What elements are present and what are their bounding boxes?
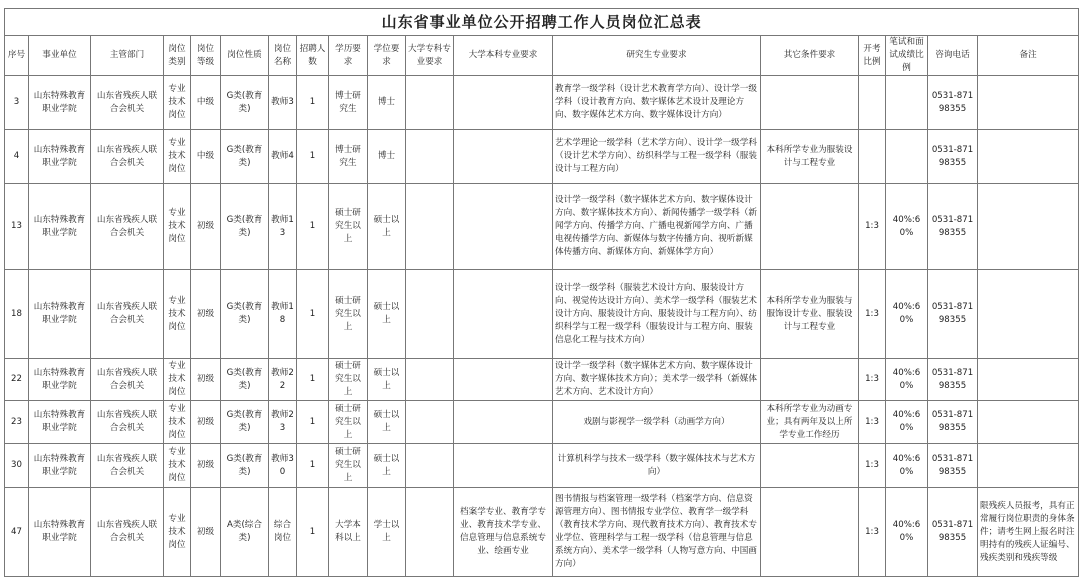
cell-degree: 博士	[368, 130, 406, 184]
column-header-unit: 事业单位	[29, 36, 91, 76]
table-row	[5, 184, 1079, 270]
cell-college	[406, 76, 454, 130]
cell-level: 初级	[191, 270, 221, 359]
cell-edu: 博士研究生	[329, 76, 368, 130]
cell-other	[761, 184, 859, 270]
cell-id: 47	[5, 488, 29, 577]
cell-id: 4	[5, 130, 29, 184]
cell-name: 教师23	[269, 401, 297, 444]
cell-note	[978, 130, 1079, 184]
cell-score: 40%:60%	[886, 359, 928, 401]
cell-id: 23	[5, 401, 29, 444]
cell-other	[761, 488, 859, 577]
cell-count: 1	[297, 444, 329, 488]
cell-grad: 计算机科学与技术一级学科（数字媒体技术与艺术方向）	[553, 444, 761, 488]
cell-edu: 硕士研究生以上	[329, 359, 368, 401]
cell-bachelor: 档案学专业、教育学专业、教育技术学专业、信息管理与信息系统专业、绘画专业	[454, 488, 553, 577]
cell-unit: 山东特殊教育职业学院	[29, 359, 91, 401]
cell-id: 18	[5, 270, 29, 359]
cell-ratio	[859, 130, 886, 184]
cell-unit: 山东特殊教育职业学院	[29, 76, 91, 130]
cell-phone: 0531-87198355	[928, 76, 978, 130]
cell-college	[406, 401, 454, 444]
cell-grad: 教育学一级学科（设计艺术教育学方向）、设计学一级学科（设计教育方向、数字媒体艺术设计及理论方向、数字媒体艺术方向、数字媒体设计方向）	[553, 76, 761, 130]
cell-ratio: 1:3	[859, 444, 886, 488]
cell-ratio: 1:3	[859, 359, 886, 401]
cell-bachelor	[454, 130, 553, 184]
cell-bachelor	[454, 444, 553, 488]
cell-bachelor	[454, 184, 553, 270]
cell-bachelor	[454, 76, 553, 130]
cell-edu: 硕士研究生以上	[329, 401, 368, 444]
cell-college	[406, 488, 454, 577]
table-row	[5, 76, 1079, 130]
cell-dept: 山东省残疾人联合会机关	[91, 444, 164, 488]
cell-bachelor	[454, 401, 553, 444]
cell-nature: G类(教育类)	[221, 184, 269, 270]
cell-level: 中级	[191, 76, 221, 130]
cell-name: 教师4	[269, 130, 297, 184]
cell-degree: 硕士以上	[368, 270, 406, 359]
cell-edu: 硕士研究生以上	[329, 184, 368, 270]
cell-note	[978, 359, 1079, 401]
cell-bachelor	[454, 270, 553, 359]
cell-edu: 大学本科以上	[329, 488, 368, 577]
cell-name: 教师13	[269, 184, 297, 270]
cell-note	[978, 444, 1079, 488]
cell-score	[886, 130, 928, 184]
cell-degree: 硕士以上	[368, 359, 406, 401]
cell-score: 40%:60%	[886, 488, 928, 577]
cell-dept: 山东省残疾人联合会机关	[91, 130, 164, 184]
column-header-dept: 主管部门	[91, 36, 164, 76]
column-header-other: 其它条件要求	[761, 36, 859, 76]
table-row	[5, 130, 1079, 184]
cell-name: 综合岗位	[269, 488, 297, 577]
cell-degree: 硕士以上	[368, 401, 406, 444]
cell-ratio: 1:3	[859, 488, 886, 577]
cell-bachelor	[454, 359, 553, 401]
cell-edu: 博士研究生	[329, 130, 368, 184]
table-title: 山东省事业单位公开招聘工作人员岗位汇总表	[5, 9, 1079, 36]
cell-college	[406, 270, 454, 359]
cell-phone: 0531-87198355	[928, 184, 978, 270]
cell-name: 教师3	[269, 76, 297, 130]
column-header-ratio: 开考比例	[859, 36, 886, 76]
cell-note	[978, 401, 1079, 444]
cell-other	[761, 444, 859, 488]
cell-note	[978, 270, 1079, 359]
cell-college	[406, 359, 454, 401]
cell-cat: 专业技术岗位	[164, 488, 191, 577]
cell-college	[406, 130, 454, 184]
cell-level: 初级	[191, 184, 221, 270]
cell-dept: 山东省残疾人联合会机关	[91, 270, 164, 359]
cell-phone: 0531-87198355	[928, 444, 978, 488]
cell-cat: 专业技术岗位	[164, 130, 191, 184]
cell-grad: 设计学一级学科（服装艺术设计方向、服装设计方向、视觉传达设计方向）、美术学一级学科（服装艺术设计方向、服装设计方向、服装设计与工程方向）、纺织科学与工程一级学科（服装设计与工程方向、服装信息化工程与技术方向）	[553, 270, 761, 359]
cell-edu: 硕士研究生以上	[329, 270, 368, 359]
positions-table	[4, 8, 1079, 577]
column-header-degree: 学位要求	[368, 36, 406, 76]
cell-cat: 专业技术岗位	[164, 270, 191, 359]
cell-name: 教师18	[269, 270, 297, 359]
cell-id: 3	[5, 76, 29, 130]
column-header-edu: 学历要求	[329, 36, 368, 76]
cell-nature: G类(教育类)	[221, 76, 269, 130]
column-header-grad: 研究生专业要求	[553, 36, 761, 76]
cell-score	[886, 76, 928, 130]
cell-note	[978, 184, 1079, 270]
cell-unit: 山东特殊教育职业学院	[29, 130, 91, 184]
column-header-cat: 岗位类别	[164, 36, 191, 76]
cell-other	[761, 359, 859, 401]
column-header-id: 序号	[5, 36, 29, 76]
cell-degree: 博士	[368, 76, 406, 130]
cell-dept: 山东省残疾人联合会机关	[91, 359, 164, 401]
cell-grad: 艺术学理论一级学科（艺术学方向）、设计学一级学科（设计艺术学方向）、纺织科学与工程一级学科（服装设计与工程方向）	[553, 130, 761, 184]
cell-level: 初级	[191, 401, 221, 444]
table-row	[5, 359, 1079, 401]
cell-other	[761, 76, 859, 130]
cell-phone: 0531-87198355	[928, 270, 978, 359]
cell-cat: 专业技术岗位	[164, 184, 191, 270]
cell-nature: G类(教育类)	[221, 359, 269, 401]
cell-grad: 戏剧与影视学一级学科（动画学方向）	[553, 401, 761, 444]
cell-dept: 山东省残疾人联合会机关	[91, 76, 164, 130]
cell-name: 教师30	[269, 444, 297, 488]
cell-phone: 0531-87198355	[928, 359, 978, 401]
cell-id: 13	[5, 184, 29, 270]
cell-count: 1	[297, 488, 329, 577]
cell-name: 教师22	[269, 359, 297, 401]
cell-dept: 山东省残疾人联合会机关	[91, 184, 164, 270]
table-row	[5, 270, 1079, 359]
cell-id: 22	[5, 359, 29, 401]
cell-level: 初级	[191, 444, 221, 488]
cell-other: 本科所学专业为动画专业；具有两年及以上所学专业工作经历	[761, 401, 859, 444]
cell-unit: 山东特殊教育职业学院	[29, 488, 91, 577]
cell-count: 1	[297, 76, 329, 130]
cell-dept: 山东省残疾人联合会机关	[91, 488, 164, 577]
cell-edu: 硕士研究生以上	[329, 444, 368, 488]
cell-nature: G类(教育类)	[221, 401, 269, 444]
column-header-name: 岗位名称	[269, 36, 297, 76]
cell-cat: 专业技术岗位	[164, 76, 191, 130]
column-header-note: 备注	[978, 36, 1079, 76]
cell-count: 1	[297, 184, 329, 270]
cell-unit: 山东特殊教育职业学院	[29, 444, 91, 488]
column-header-level: 岗位等级	[191, 36, 221, 76]
cell-count: 1	[297, 359, 329, 401]
cell-nature: G类(教育类)	[221, 444, 269, 488]
cell-cat: 专业技术岗位	[164, 444, 191, 488]
column-header-score: 笔试和面试成绩比例	[886, 36, 928, 76]
cell-degree: 硕士以上	[368, 184, 406, 270]
cell-grad: 图书情报与档案管理一级学科（档案学方向、信息资源管理方向）、图书情报专业学位、教育学一级学科（教育技术学方向、现代教育技术方向）、教育技术专业学位、管理科学与工程一级学科（信息管理与信息系统方向）、美术学一级学科（人物写意方向、中国画方向）	[553, 488, 761, 577]
cell-degree: 学士以上	[368, 488, 406, 577]
cell-dept: 山东省残疾人联合会机关	[91, 401, 164, 444]
table-row	[5, 488, 1079, 577]
cell-other: 本科所学专业为服装与服饰设计专业、服装设计与工程专业	[761, 270, 859, 359]
cell-score: 40%:60%	[886, 401, 928, 444]
column-header-nature: 岗位性质	[221, 36, 269, 76]
cell-count: 1	[297, 130, 329, 184]
table-row	[5, 444, 1079, 488]
cell-unit: 山东特殊教育职业学院	[29, 184, 91, 270]
cell-college	[406, 184, 454, 270]
cell-phone: 0531-87198355	[928, 488, 978, 577]
column-header-count: 招聘人数	[297, 36, 329, 76]
cell-unit: 山东特殊教育职业学院	[29, 270, 91, 359]
cell-nature: G类(教育类)	[221, 270, 269, 359]
column-header-bachelor: 大学本科专业要求	[454, 36, 553, 76]
cell-grad: 设计学一级学科（数字媒体艺术方向、数字媒体设计方向、数字媒体技术方向）；美术学一级学科（新媒体艺术方向、艺术设计方向）	[553, 359, 761, 401]
cell-nature: A类(综合类)	[221, 488, 269, 577]
cell-id: 30	[5, 444, 29, 488]
cell-college	[406, 444, 454, 488]
cell-count: 1	[297, 270, 329, 359]
cell-other: 本科所学专业为服装设计与工程专业	[761, 130, 859, 184]
cell-level: 中级	[191, 130, 221, 184]
table-row	[5, 401, 1079, 444]
cell-note	[978, 76, 1079, 130]
cell-phone: 0531-87198355	[928, 401, 978, 444]
column-header-college: 大学专科专业要求	[406, 36, 454, 76]
cell-ratio: 1:3	[859, 184, 886, 270]
cell-note: 限残疾人员报考，具有正常履行岗位职责的身体条件；请考生网上报名时注明持有的残疾人证编号、残疾类别和残疾等级	[978, 488, 1079, 577]
cell-count: 1	[297, 401, 329, 444]
cell-unit: 山东特殊教育职业学院	[29, 401, 91, 444]
cell-cat: 专业技术岗位	[164, 401, 191, 444]
cell-ratio	[859, 76, 886, 130]
cell-cat: 专业技术岗位	[164, 359, 191, 401]
header-row	[5, 36, 1079, 76]
cell-score: 40%:60%	[886, 184, 928, 270]
cell-phone: 0531-87198355	[928, 130, 978, 184]
cell-degree: 硕士以上	[368, 444, 406, 488]
cell-nature: G类(教育类)	[221, 130, 269, 184]
cell-level: 初级	[191, 488, 221, 577]
column-header-phone: 咨询电话	[928, 36, 978, 76]
cell-ratio: 1:3	[859, 401, 886, 444]
cell-score: 40%:60%	[886, 444, 928, 488]
cell-score: 40%:60%	[886, 270, 928, 359]
cell-grad: 设计学一级学科（数字媒体艺术方向、数字媒体设计方向、数字媒体技术方向）、新闻传播学一级学科（新闻学方向、传播学方向、广播电视新闻学方向、广播电视传播学方向、新媒体与数字传播方向、视听新媒体传播方向、新媒体方向、新媒体学方向）	[553, 184, 761, 270]
cell-ratio: 1:3	[859, 270, 886, 359]
cell-level: 初级	[191, 359, 221, 401]
